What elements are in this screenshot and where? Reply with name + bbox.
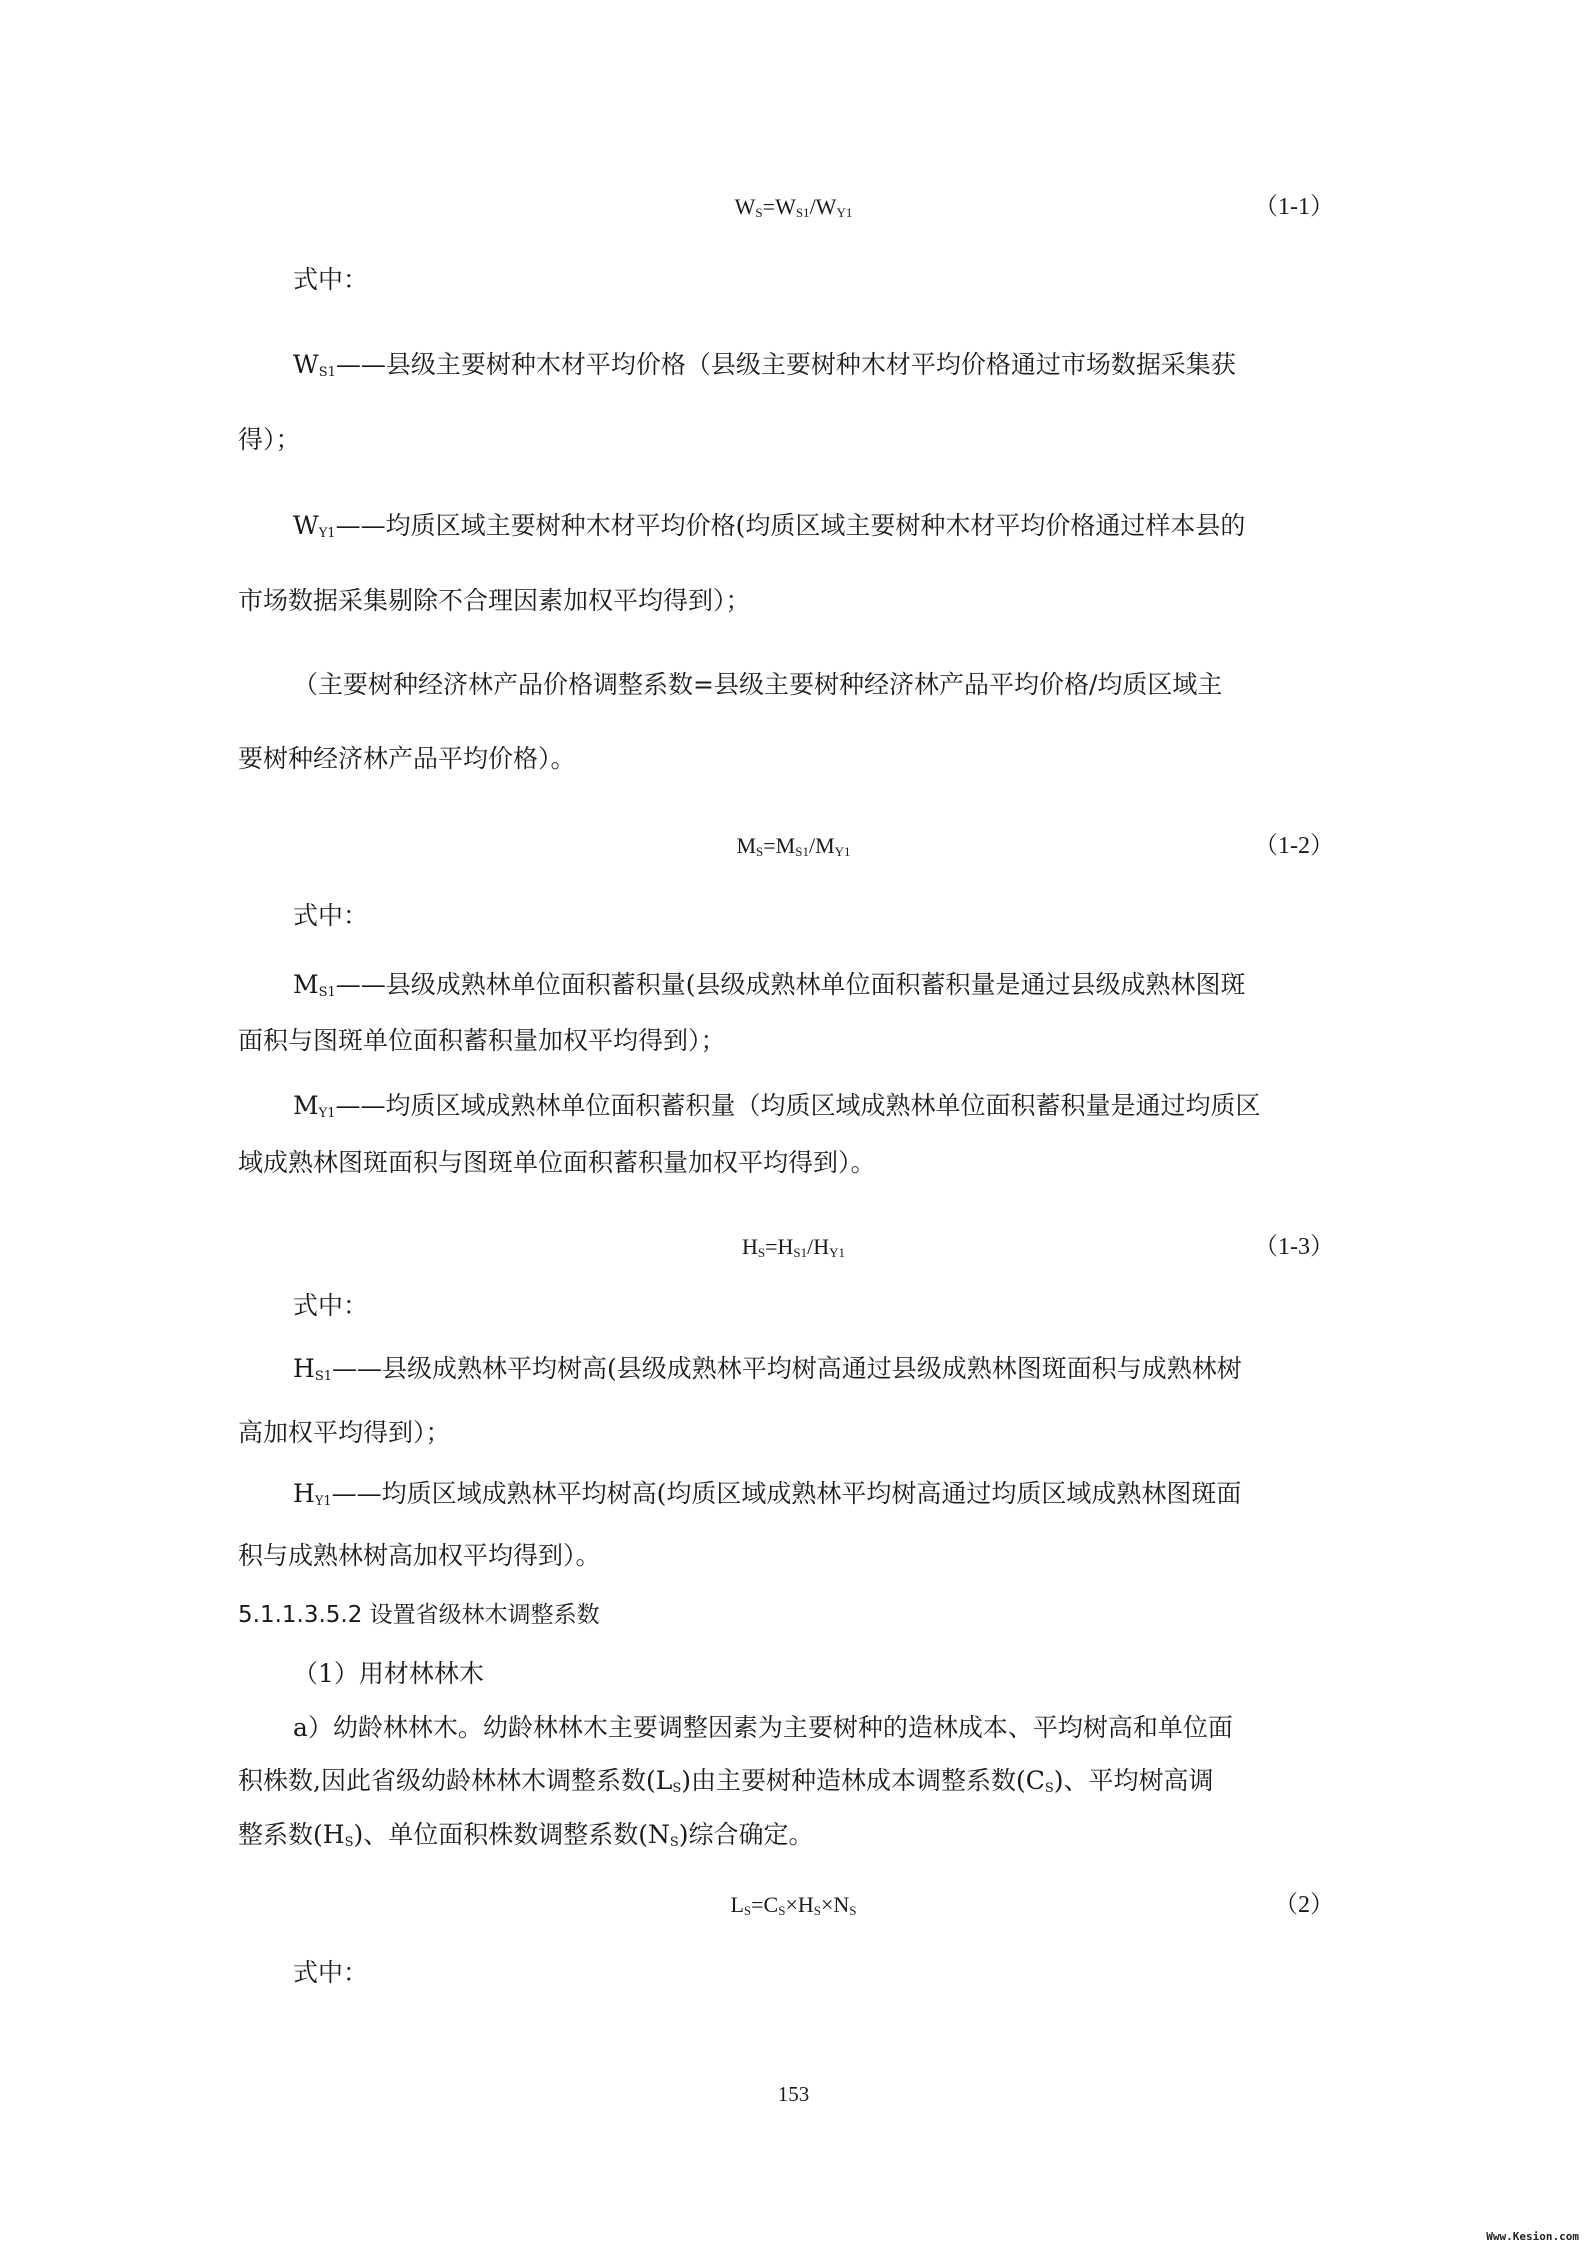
formula-expression: $H_S=H_{S1}/H_{Y1}$ [741, 1234, 846, 1260]
formula-expression: $W_S=W_{S1}/W_{Y1}$ [734, 194, 853, 220]
page-number: 153 [777, 2082, 810, 2106]
formula-number: （2） [1274, 1892, 1334, 1918]
formula-expression: $L_S=C_S\times H_S\times N_S$ [730, 1892, 857, 1918]
document-page: $W_S=W_{S1}/W_{Y1}$ （1-1） 式中： $W_{S1}——$县级主要树种木材平均价格（县级主要树种木材平均价格通过市场数据采集获 得）； $W_{Y1}——$均质区域主要树种木材平均价格(均质区域主要树种木材平均价格通过样本县的 市场数据采集剔除不合理因素加权平均得到）； （主要树种经济林产品价格调整系数=县级主要树种经济林产品平均价格/均质区域主 要树种经济林产品平均价格）。 $M_S=M_{S1}/M_{Y1}$ （1-2） 式中： $M_{S1}——$县级成熟林单位面积蓄积量(县级成熟林单位面积蓄积量是通过县级成熟林图斑 面积与图斑单位面积蓄积量加权平均得到）； $M_{Y1}——$均质区域成熟林单位面积蓄积量（均质区域成熟林单位面积蓄积量是通过均质区 域成熟林图斑面积与图斑单位面积蓄积量加权平均得到）。 $H_S=H_{S1}/H_{Y1}$ （1-3） 式中： $H_{S1}——$县级成熟林平均树高(县级成熟林平均树高通过县级成熟林图斑面积与成熟林树 高加权平均得到）； $H_{Y1}——$均质区域成熟林平均树高(均质区域成熟林平均树高通过均质区域成熟林图斑面 积与成熟林树高加权平均得到）。 5.1.1.3.5.2 设置省级林木调整系数 （1）用材林林木 a）幼龄林林木。幼龄林林木主要调整因素为主要树种的造林成本、平均树高和单位面 积株数,因此省级幼龄林林木调整系数$(L_S)$由主要树种造林成本调整系数$(C_S)$、平均树高调 整系数$(H_S)$、单位面积株数调整系数$(N_S)$综合确定。 $L_S=C_S\times H_S\times N_S$ （2） 式中： 153 Www.Kesion.com [0, 0, 1587, 2245]
formula-expression: $M_S=M_{S1}/M_{Y1}$ [736, 833, 851, 859]
formula-number: （1-3） [1254, 1234, 1334, 1260]
formula-number: （1-2） [1254, 833, 1334, 859]
formula-number: （1-1） [1254, 194, 1334, 220]
watermark: Www.Kesion.com [1486, 2230, 1579, 2243]
